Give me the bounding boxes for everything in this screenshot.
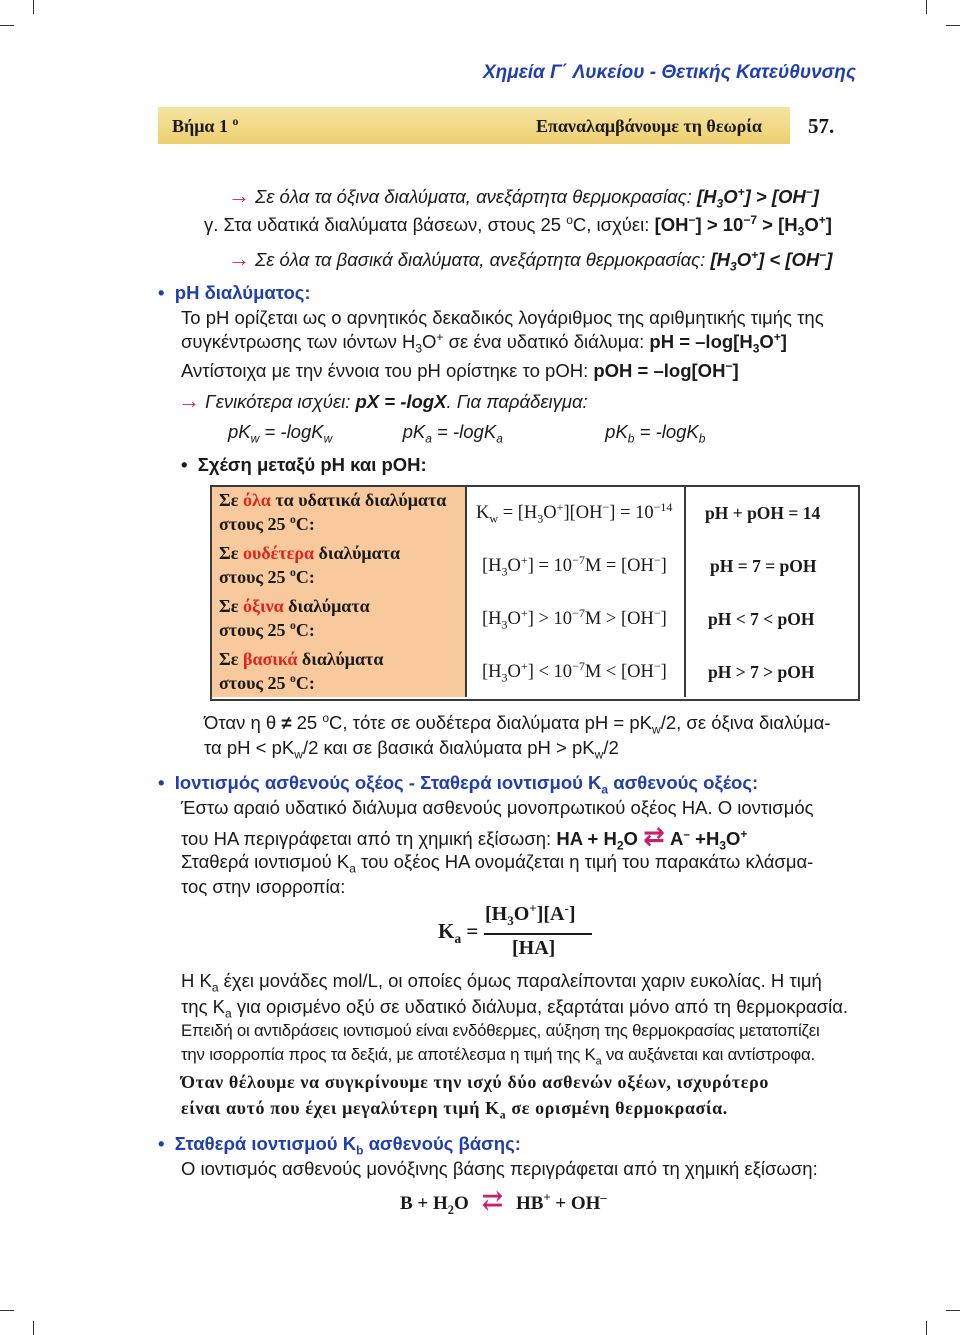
ph-heading: • pH διαλύματος: bbox=[158, 282, 311, 303]
ka-paragraph-line-4: την ισορροπία προς τα δεξιά, με αποτέλεσμα η τιμή της $K_a$ να αυξάνεται και αντίστροφα. bbox=[181, 1045, 815, 1068]
crop-mark bbox=[33, 1321, 34, 1335]
ionization-line-3: Σταθερά ιοντισμού $K_a$ του οξέος ΗΑ ονομάζεται η τιμή του παρακάτω κλάσμα- bbox=[181, 851, 814, 876]
base-equation: $B + H_2O$ ⇄ HB+ + OH– bbox=[400, 1186, 607, 1217]
crop-mark bbox=[926, 0, 927, 14]
crop-mark bbox=[33, 0, 34, 14]
table-result: pH < 7 < pOH bbox=[708, 609, 815, 629]
table-result: pH > 7 > pOH bbox=[708, 662, 815, 682]
ionization-line-2: του ΗΑ περιγράφεται από τη χημική εξίσωση: HA + $H_2O$ ⇄ $A^- +H_3O^+$ bbox=[181, 821, 748, 853]
theta-line-1: Όταν η θ ≠ 25 $^o$C, τότε σε ουδέτερα διαλύματα pH = $pK_w/2$, σε όξινα διαλύμα- bbox=[204, 710, 831, 737]
step-label: Βήμα 1 $^o$ bbox=[172, 115, 239, 136]
ionization-line-1: Έστω αραιό υδατικό διάλυμα ασθενούς μονοπρωτικού οξέος ΗΑ. Ο ιοντισμός bbox=[181, 797, 814, 818]
table-row-label: Σε ουδέτερα διαλύματα στους 25 $^o$C: bbox=[219, 543, 401, 587]
ionization-line-4: τος στην ισορροπία: bbox=[181, 876, 346, 897]
general-rule: → Γενικότερα ισχύει: pX = -logX. Για παράδειγμα: bbox=[178, 388, 588, 413]
table-formula: $[H_3O^+] > 10^{-7}M > [OH^-]$ bbox=[482, 605, 667, 632]
fraction-line bbox=[484, 933, 592, 935]
equilibrium-arrow-icon: ⇄ bbox=[481, 1186, 504, 1215]
ka-paragraph-line-2: της $K_a$ για ορισμένο οξύ σε υδατικό διάλυμα, εξαρτάται μόνο από τη θερμοκρασία. bbox=[181, 996, 849, 1021]
poh-definition: Αντίστοιχα με την έννοια του pH ορίστηκε το pOH: pOH = –log[OH−] bbox=[181, 358, 739, 381]
book-title: Χημεία Γ΄ Λυκείου - Θετικής Κατεύθυνσης bbox=[482, 62, 856, 83]
crop-mark bbox=[0, 25, 14, 26]
arrow-icon: → bbox=[228, 246, 250, 271]
section-title: Επαναλαμβάνουμε τη θεωρία bbox=[536, 116, 762, 136]
ph-paragraph-line-2: συγκέντρωσης των ιόντων $H_3O^+$ σε ένα υδατικό διάλυμα: pH = $-\log[H_3O^+]$ bbox=[181, 329, 787, 356]
crop-mark bbox=[946, 25, 960, 26]
base-rule: → Σε όλα τα βασικά διαλύματα, ανεξάρτητα θερμοκρασίας: $[H_3O^+] < [OH^-]$ bbox=[228, 246, 833, 274]
table-result: pH = 7 = pOH bbox=[710, 556, 817, 576]
gamma-line: γ. Στα υδατικά διαλύματα βάσεων, στους 25 $^o$C, ισχύει: $[OH^-] > 10^{-7} > [H_3O^+]$ bbox=[204, 212, 832, 239]
ka-paragraph-line-1: Η $K_a$ έχει μονάδες mol/L, οι οποίες όμως παραλείπονται χαριν ευκολίας. Η τιμή bbox=[181, 970, 822, 995]
table-formula: $[H_3O^+] = 10^{-7}M = [OH^-]$ bbox=[482, 552, 667, 579]
strength-rule-line-1: Όταν θέλουμε να συγκρίνουμε την ισχύ δύο ασθενών οξέων, ισχυρότερο bbox=[181, 1072, 769, 1092]
ka-paragraph-line-3: Επειδή οι αντιδράσεις ιοντισμού είναι ενδόθερμες, αύξηση της θερμοκρασίας μετατοπίζει bbox=[181, 1021, 820, 1040]
relation-heading: • Σχέση μεταξύ pH και pOH: bbox=[181, 454, 427, 475]
strength-rule-line-2: είναι αυτό που έχει μεγαλύτερη τιμή $K_a$ σε ορισμένη θερμοκρασία. bbox=[181, 1098, 728, 1122]
ph-paragraph-line-1: Το pH ορίζεται ως ο αρνητικός δεκαδικός λογάριθμος της αριθμητικής τιμής της bbox=[181, 307, 824, 328]
ionization-heading: • Ιοντισμός ασθενούς οξέος - Σταθερά ιοντισμού $K_a$ ασθενούς οξέος: bbox=[158, 772, 759, 797]
base-line-1: Ο ιοντισμός ασθενούς μονόξινης βάσης περιγράφεται από τη χημική εξίσωση: bbox=[181, 1158, 818, 1179]
table-result: pH + pOH = 14 bbox=[705, 503, 821, 523]
table-formula: $K_w = [H_3O^+][OH^-] = 10^{-14}$ bbox=[476, 499, 673, 526]
table-row-label: Σε όξινα διαλύματα στους 25 $^o$C: bbox=[219, 596, 370, 640]
pk-examples: $pK_w = -\log K_w$ $pK_a = -\log K_a$ $pK_b = -\log K_b$ bbox=[228, 421, 706, 446]
arrow-icon: → bbox=[228, 183, 250, 208]
page-number: 57. bbox=[808, 114, 835, 138]
table-divider bbox=[465, 487, 467, 697]
table-row-label: Σε βασικά διαλύματα στους 25 $^o$C: bbox=[219, 649, 384, 693]
theta-line-2: τα pH < $pK_w/2$ και σε βασικά διαλύματα pH > $pK_w/2$ bbox=[204, 737, 619, 762]
table-divider bbox=[684, 487, 686, 697]
arrow-icon: → bbox=[178, 388, 200, 413]
equilibrium-arrow-icon: ⇄ bbox=[643, 821, 665, 851]
crop-mark bbox=[926, 1321, 927, 1335]
crop-mark bbox=[0, 1310, 14, 1311]
acid-rule: → Σε όλα τα όξινα διαλύματα, ανεξάρτητα θερμοκρασίας: $[H_3O^+] > [OH^-]$ bbox=[228, 183, 819, 211]
ka-symbol: $K_a$ = bbox=[438, 919, 479, 947]
ka-denominator: [HA] bbox=[512, 937, 556, 959]
table-row-label: Σε όλα τα υδατικά διαλύματα στους 25 $^o$C: bbox=[219, 490, 447, 534]
crop-mark bbox=[946, 1310, 960, 1311]
table-formula: $[H_3O^+] < 10^{-7}M < [OH^-]$ bbox=[482, 658, 667, 685]
ka-numerator: $[H_3O^+][A^-]$ bbox=[485, 900, 576, 928]
base-heading: • Σταθερά ιοντισμού $K_b$ ασθενούς βάσης: bbox=[158, 1133, 521, 1158]
